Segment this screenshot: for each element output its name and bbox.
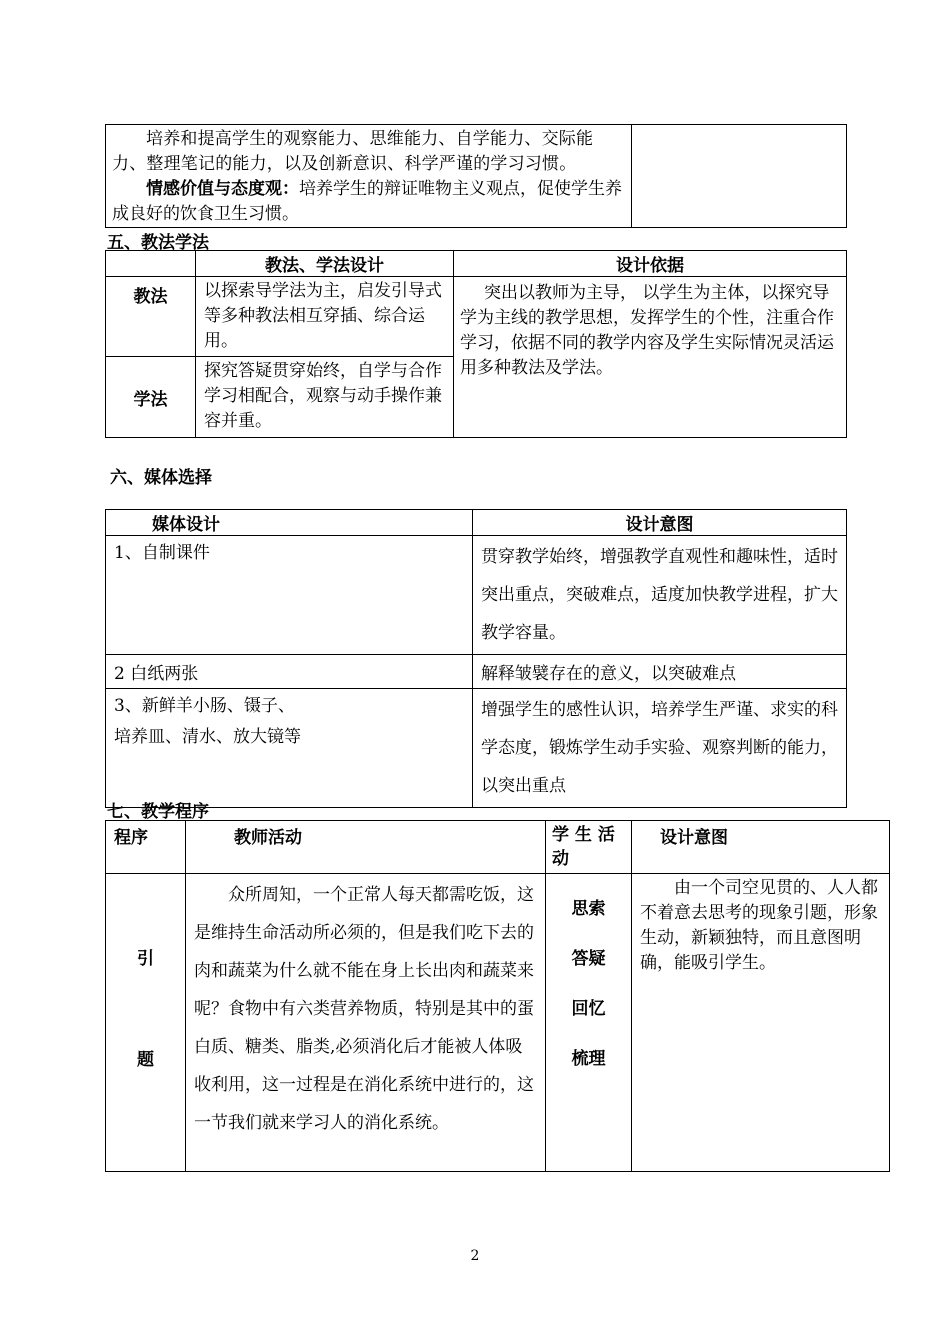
teaching-method-label: 教法: [106, 277, 196, 357]
teacher-activity-header: 教师活动: [186, 821, 546, 874]
skills-paragraph: 培养和提高学生的观察能力、思维能力、自学能力、交际能力、整理笔记的能力，以及创新意识、科学严谨的学习习惯。: [112, 129, 594, 174]
student-item-2: 答疑: [571, 949, 606, 969]
intro-label-2: 题: [137, 1050, 154, 1070]
intent-row-3: 增强学生的感性认识，培养学生严谨、求实的科学态度，锻炼学生动手实验、观察判断的能力，以突出重点: [473, 689, 847, 808]
media-row-2: 2 白纸两张: [106, 655, 473, 689]
values-text: 培养学生的辩证唯物主义观点，促使学生养成良好的饮食卫生习惯。: [112, 179, 622, 224]
intro-label-cell: [106, 874, 186, 1172]
intent-row-1: 贯穿教学始终，增强教学直观性和趣味性，适时突出重点，突破难点，适度加快教学进程，扩大教学容量。: [473, 536, 847, 655]
media-row-3: 3、新鲜羊小肠、镊子、 培养皿、清水、放大镜等: [106, 689, 473, 808]
design-intent-header: 设计意图: [632, 821, 890, 874]
empty-cell: [632, 125, 847, 228]
method-table: [105, 250, 847, 438]
objectives-table: [105, 124, 847, 228]
section-7-title: 七、教学程序: [107, 802, 209, 822]
procedure-table: [105, 820, 890, 1172]
procedure-header: 程序: [106, 821, 186, 874]
media-row-1: 1、自制课件: [106, 536, 473, 655]
teaching-method-design: 以探索导学法为主，启发引导式等多种教法相互穿插、综合运用。: [196, 277, 454, 357]
learning-method-label: 学法: [106, 357, 196, 438]
section-5-title: 五、教法学法: [107, 233, 209, 253]
values-paragraph: [112, 177, 625, 227]
objectives-cell: [106, 125, 632, 228]
teacher-activity-text: 众所周知，一个正常人每天都需吃饭，这是维持生命活动所必须的，但是我们吃下去的肉和蔬菜为什么就不能在身上长出肉和蔬菜来呢？食物中有六类营养物质，特别是其中的蛋白质、糖类、脂类,必须消化后才能被人体吸收利用，这一过程是在消化系统中进行的，这一节我们就来学习人的消化系统。: [186, 874, 546, 1172]
student-activity-cell: [546, 874, 632, 1172]
design-intent-text: 由一个司空见贯的、人人都不着意去思考的现象引题，形象生动，新颖独特，而且意图明确，能吸引学生。: [632, 874, 890, 1172]
page-number: 2: [470, 1248, 480, 1264]
method-design-header: 教法、学法设计: [196, 251, 454, 277]
media-table: [105, 509, 847, 808]
media-header: 媒体设计: [106, 510, 473, 536]
student-item-4: 梳理: [571, 1049, 606, 1069]
method-basis-header: 设计依据: [454, 251, 847, 277]
intent-header: 设计意图: [473, 510, 847, 536]
values-label: 情感价值与态度观：: [146, 179, 299, 199]
intent-row-2: 解释皱襞存在的意义，以突破难点: [473, 655, 847, 689]
section-6-title: 六、媒体选择: [110, 468, 212, 488]
student-item-3: 回忆: [571, 999, 606, 1019]
student-item-1: 思索: [571, 899, 606, 919]
method-basis: 突出以教师为主导， 以学生为主体，以探究导学为主线的教学思想，发挥学生的个性，注重合作学习，依据不同的教学内容及学生实际情况灵活运用多种教法及学法。: [454, 277, 847, 438]
student-activity-header: 学 生 活动: [546, 821, 632, 874]
learning-method-design: 探究答疑贯穿始终，自学与合作学习相配合，观察与动手操作兼容并重。: [196, 357, 454, 438]
intro-label-1: 引: [137, 949, 154, 969]
